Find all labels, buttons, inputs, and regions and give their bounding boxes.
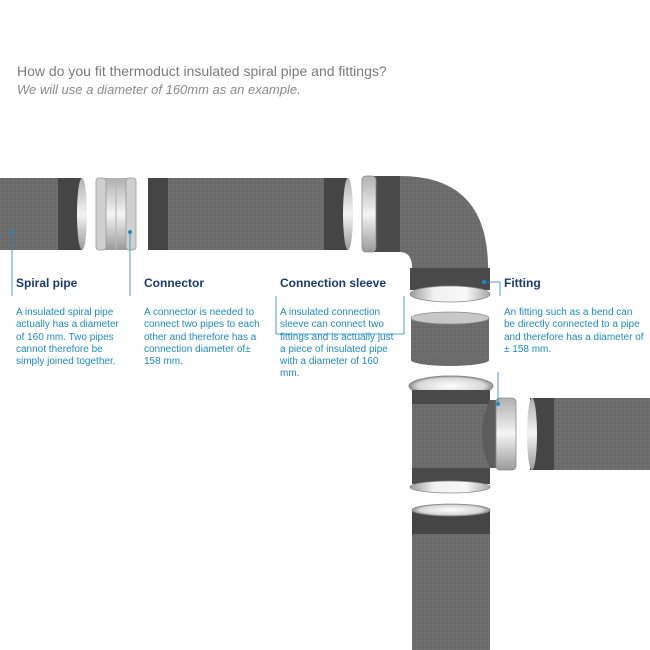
connection-sleeve-description: A insulated connection sleeve can connect two fittings and is actually just a piece of insulated pipe with a diameter of 160 mm.: [280, 307, 394, 380]
connection-sleeve-label: Connection sleeve: [280, 276, 387, 290]
connector-label: Connector: [144, 276, 204, 290]
spiral-pipe-left: [0, 178, 87, 250]
fitting-label: Fitting: [504, 276, 541, 290]
connector-description: A connector is needed to connect two pipes to each other and therefore has a connection diameter of± 158 mm.: [144, 307, 260, 368]
tee-fitting: [409, 376, 516, 493]
page-subtitle: We will use a diameter of 160mm as an example.: [17, 82, 301, 97]
spiral-pipe-label: Spiral pipe: [16, 276, 78, 290]
spiral-pipe-middle: [148, 178, 353, 250]
fitting-description: An fitting such as a bend can be directly connected to a pipe and therefore has a diameter of ± 158 mm.: [504, 307, 644, 355]
spiral-pipe-description: A insulated spiral pipe actually has a diameter of 160 mm. Two pipes cannot therefore be simply joined together.: [16, 307, 119, 368]
page-title: How do you fit thermoduct insulated spiral pipe and fittings?: [17, 63, 387, 79]
spiral-pipe-right: [527, 398, 650, 470]
spiral-pipe-bottom: [412, 504, 490, 650]
connection-sleeve-part: [411, 312, 489, 366]
